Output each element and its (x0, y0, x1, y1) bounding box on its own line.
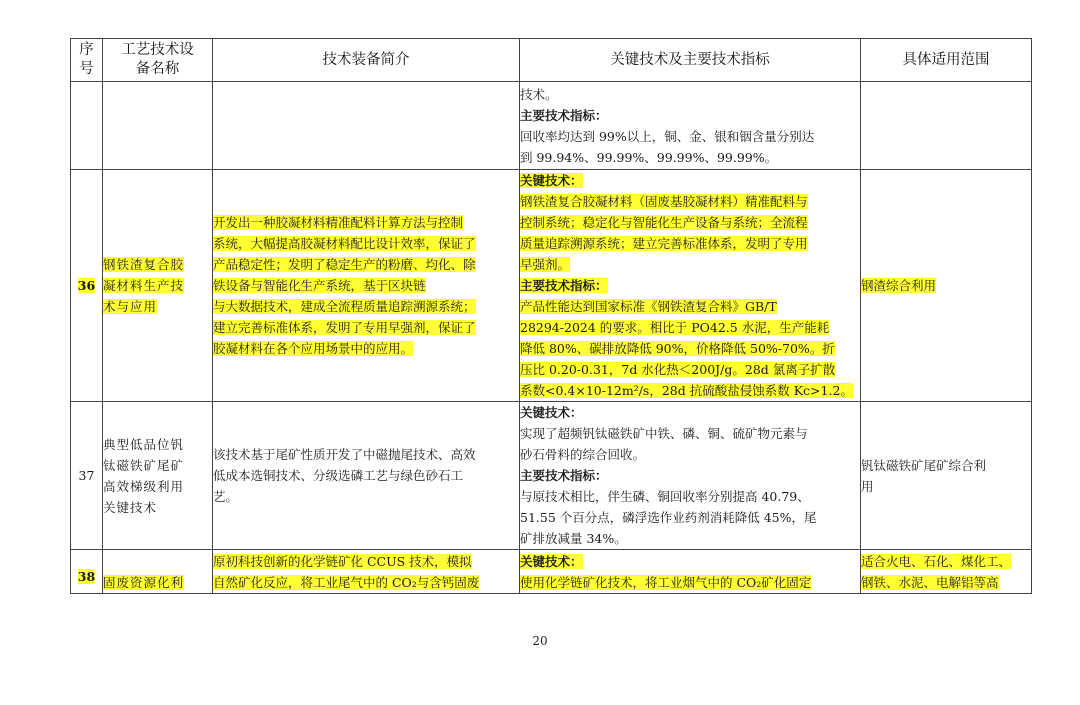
intro-line: 艺。 (213, 489, 239, 504)
key-line: 控制系统；稳定化与智能化生产设备与系统；全流程 (520, 215, 808, 230)
key-line: 压比 0.20-0.31，7d 水化热＜200J/g。28d 氯离子扩散 (520, 362, 836, 377)
key-tech-cell (520, 550, 861, 594)
name-cell (103, 82, 213, 170)
header-intro: 技术装备简介 (213, 39, 520, 82)
name-line: 钛磁铁矿尾矿 (103, 457, 185, 473)
key-line: 回收率均达到 99%以上，铜、金、银和铟含量分别达 (520, 129, 815, 144)
scope-cell (861, 550, 1032, 594)
header-equipment-name (103, 39, 213, 82)
name-line: 钢铁渣复合胶 (103, 257, 185, 272)
scope-cell (861, 402, 1032, 550)
table-row (71, 82, 1032, 170)
key-tech-cell (520, 170, 861, 402)
key-line: 降低 80%、碳排放降低 90%，价格降低 50%-70%。折 (520, 341, 835, 356)
intro-cell (213, 550, 520, 594)
key-line: 到 99.94%、99.99%、99.99%、99.99%。 (520, 150, 778, 165)
serial-number: 38 (77, 569, 96, 584)
key-heading: 关键技术： (520, 173, 583, 188)
table-row (71, 550, 1032, 594)
key-heading: 关键技术： (520, 553, 583, 569)
scope-line: 钢铁、水泥、电解铝等高 (861, 574, 999, 590)
scope-cell (861, 82, 1032, 170)
key-line: 51.55 个百分点，磷浮选作业药剂消耗降低 45%，尾 (520, 510, 817, 525)
key-line: 质量追踪溯源系统；建立完善标准体系，发明了专用 (520, 236, 808, 251)
header-serial-number (71, 39, 103, 82)
key-line: 技术。 (520, 87, 558, 102)
table-header-row (71, 39, 1032, 82)
intro-cell (213, 170, 520, 402)
intro-line: 与大数据技术，建成全流程质量追踪溯源系统； (213, 299, 476, 314)
header-scope: 具体适用范围 (861, 39, 1032, 82)
key-line: 与原技术相比，伴生磷、铜回收率分别提高 40.79、 (520, 489, 810, 504)
scope-cell (861, 170, 1032, 402)
intro-cell (213, 82, 520, 170)
page-number: 20 (532, 634, 548, 648)
scope-line: 适合火电、石化、煤化工、 (861, 553, 1012, 569)
name-line: 典型低品位钒 (103, 436, 185, 452)
key-line: 砂石骨料的综合回收。 (520, 447, 646, 462)
intro-line: 自然矿化反应，将工业尾气中的 CO₂与含钙固废 (213, 574, 480, 590)
name-line: 凝材料生产技 (103, 278, 185, 293)
serial-cell (71, 82, 103, 170)
intro-cell (213, 402, 520, 550)
scope-text: 钢渣综合利用 (861, 278, 937, 293)
header-name-line: 工艺技术设 (121, 42, 194, 58)
intro-line: 建立完善标准体系，发明了专用早强剂，保证了 (213, 320, 476, 335)
key-line: 使用化学链矿化技术，将工业烟气中的 CO₂矿化固定 (520, 574, 812, 590)
name-line: 固废资源化利 (103, 575, 185, 590)
header-name-line: 备名称 (135, 61, 180, 77)
scope-line: 钒钛磁铁矿尾矿综合利 (861, 457, 987, 473)
header-serial-line: 序 (79, 42, 94, 58)
intro-line: 低成本选铜技术、分级选磷工艺与绿色砂石工 (213, 468, 464, 483)
key-line: 钢铁渣复合胶凝材料（固废基胶凝材料）精准配料与 (520, 194, 808, 209)
key-tech-cell (520, 82, 861, 170)
intro-line: 产品稳定性；发明了稳定生产的粉磨、均化、除 (213, 257, 476, 272)
key-tech-cell (520, 402, 861, 550)
intro-line: 胶凝材料在各个应用场景中的应用。 (213, 341, 414, 356)
technology-table (70, 38, 1032, 594)
serial-number: 36 (77, 278, 96, 293)
key-heading: 关键技术： (520, 405, 583, 420)
intro-line: 开发出一种胶凝材料精准配料计算方法与控制 (213, 215, 464, 230)
key-line: 28294-2024 的要求。相比于 PO42.5 水泥，生产能耗 (520, 320, 830, 335)
intro-line: 系统，大幅提高胶凝材料配比设计效率，保证了 (213, 236, 476, 251)
intro-line: 该技术基于尾矿性质开发了中磁抛尾技术、高效 (213, 447, 476, 462)
intro-line: 原初科技创新的化学链矿化 CCUS 技术，模拟 (213, 553, 472, 569)
serial-cell (71, 170, 103, 402)
name-cell (103, 402, 213, 550)
scope-line: 用 (861, 478, 874, 494)
serial-cell (71, 402, 103, 550)
name-line: 术与应用 (103, 299, 158, 314)
serial-cell (71, 550, 103, 594)
header-serial-line: 号 (79, 61, 94, 77)
name-line: 高效梯级利用 (103, 478, 185, 494)
name-line: 关键技术 (103, 499, 158, 515)
key-heading: 主要技术指标： (520, 108, 608, 123)
key-line: 实现了超频钒钛磁铁矿中铁、磷、铜、硫矿物元素与 (520, 426, 808, 441)
key-line: 早强剂。 (520, 257, 571, 272)
name-cell (103, 170, 213, 402)
table-row (71, 170, 1032, 402)
key-line: 矿排放减量 34%。 (520, 531, 627, 546)
key-heading: 主要技术指标： (520, 468, 608, 483)
table-row (71, 402, 1032, 550)
name-cell (103, 550, 213, 594)
key-line: 系数<0.4×10-12m²/s，28d 抗硫酸盐侵蚀系数 Kc>1.2。 (520, 383, 853, 398)
key-line: 产品性能达到国家标准《钢铁渣复合料》GB/T (520, 299, 777, 314)
intro-line: 铁设备与智能化生产系统，基于区块链 (213, 278, 426, 293)
header-key-tech: 关键技术及主要技术指标 (520, 39, 861, 82)
key-heading: 主要技术指标： (520, 278, 608, 293)
serial-number: 37 (78, 468, 95, 483)
